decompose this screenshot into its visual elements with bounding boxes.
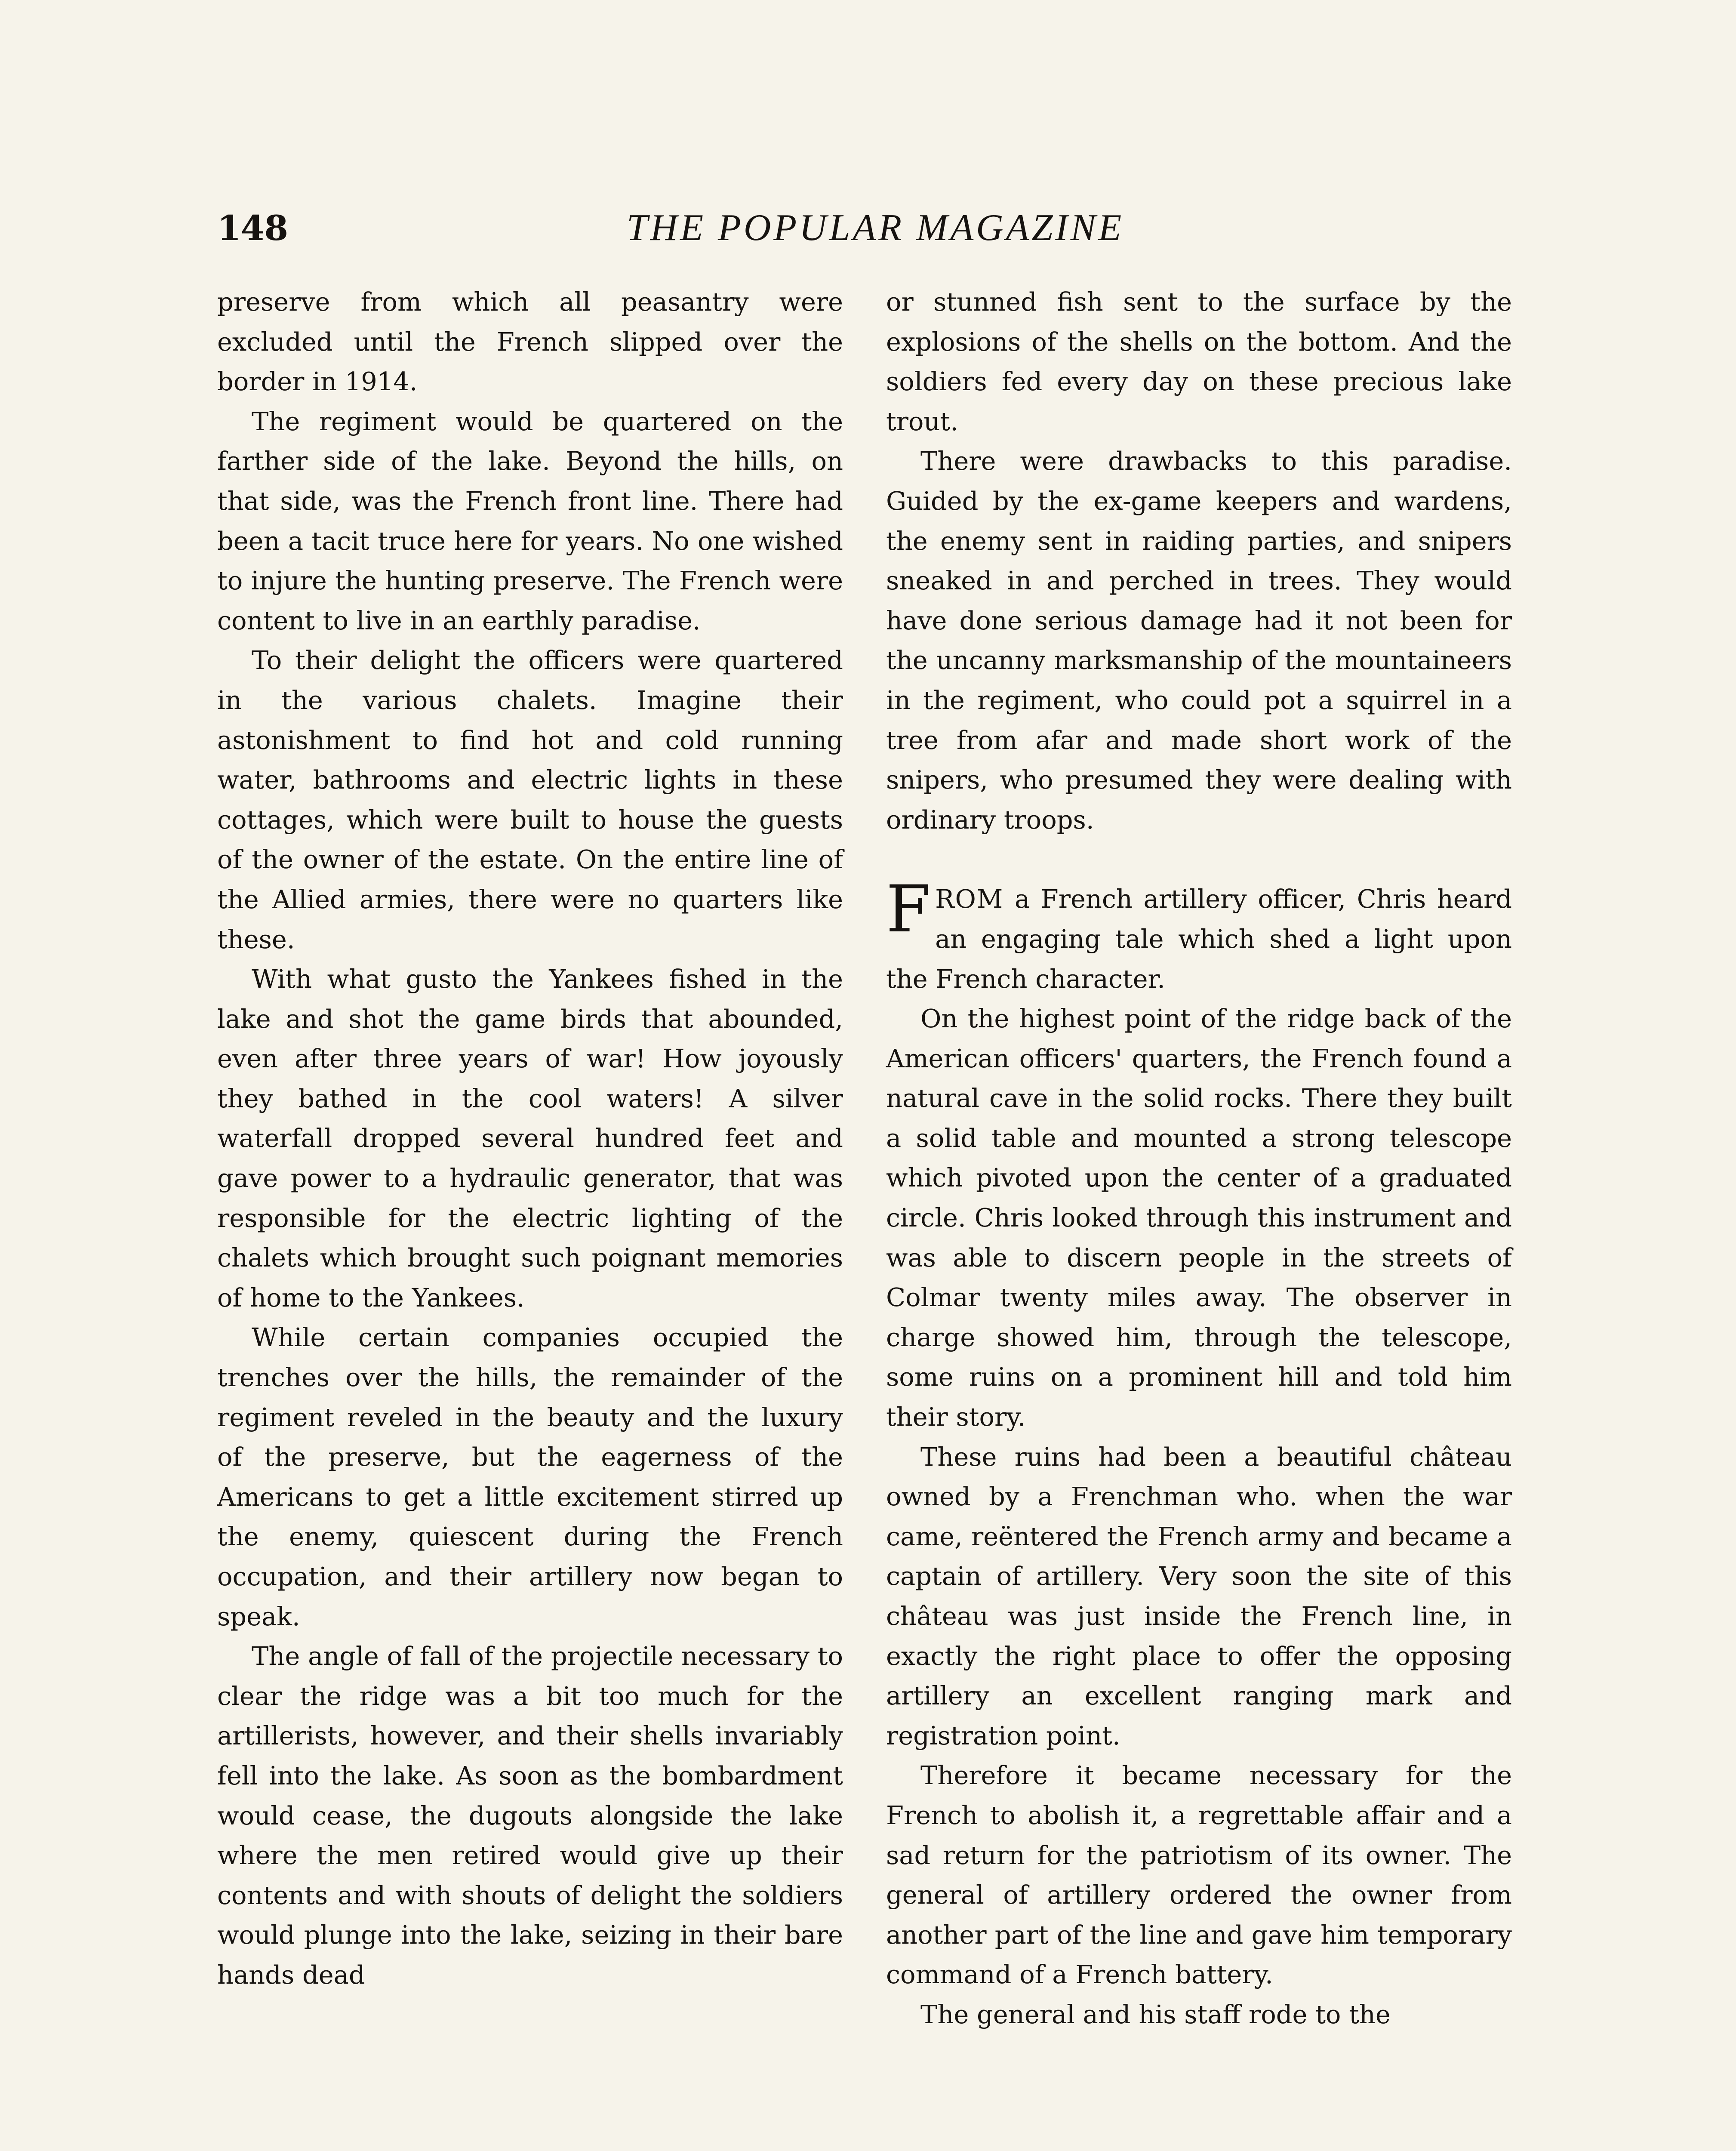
paragraph: The angle of fall of the projectile necessary to clear the ridge was a bit too much for the artillerists, however, and their shells invariably fell into the lake. As soon as the bombardment would cease, the dugouts alongside the lake where the men retired would give up their contents and with shouts of delight the soldiers would plunge into the lake, seizing in their bare hands dead	[217, 1641, 843, 1990]
right-column	[886, 282, 1512, 2035]
paragraph: The regiment would be quartered on the farther side of the lake. Beyond the hills, on that side, was the French front line. There had been a tacit truce here for years. No one wished to injure the hunting preserve. The French were content to live in an earthly paradise.	[217, 406, 843, 635]
paragraph: While certain companies occupied the trenches over the hills, the remainder of the regiment reveled in the beauty and the luxury of the preserve, but the eagerness of the Americans to get a little excitement stirred up the enemy, quiescent during the French occupation, and their artillery now began to speak.	[217, 1322, 843, 1631]
running-head-title: THE POPULAR MAGAZINE	[626, 207, 1124, 249]
paragraph: preserve from which all peasantry were excluded until the French slipped over the border in 1914.	[217, 287, 843, 397]
page-header	[217, 202, 1516, 262]
paragraph: With what gusto the Yankees fished in the lake and shot the game birds that abounded, even after three years of war! How joyously they bathed in the cool waters! A silver waterfall dropped several hundred feet and gave power to a hydraulic generator, that was responsible for the electric lighting of the chalets which brought such poignant memories of home to the Yankees.	[217, 964, 843, 1313]
paragraph: To their delight the officers were quartered in the various chalets. Imagine their astonishment to find hot and cold running water, bathrooms and electric lights in these cottages, which were built to house the guests of the owner of the estate. On the entire line of the Allied armies, there were no quarters like these.	[217, 645, 843, 954]
page-number: 148	[217, 208, 288, 248]
small-caps-lead: ROM	[935, 884, 1004, 914]
left-column	[217, 282, 843, 1995]
paragraph: or stunned fish sent to the surface by the explosions of the shells on the bottom. And the soldiers fed every day on these precious lake trout.	[886, 287, 1512, 436]
paragraph: These ruins had been a beautiful château owned by a Frenchman who. when the war came, reëntered the French army and became a captain of artillery. Very soon the site of this château was just inside the French line, in exactly the right place to offer the opposing artillery an excellent ranging mark and registration point.	[886, 1442, 1512, 1750]
section-opening-paragraph	[886, 872, 1512, 999]
paragraph: There were drawbacks to this paradise. Guided by the ex-game keepers and wardens, the enemy sent in raiding parties, and snipers sneaked in and perched in trees. They would have done serious damage had it not been for the uncanny marksmanship of the mountaineers in the regiment, who could pot a squirrel in a tree from afar and made short work of the snipers, who presumed they were dealing with ordinary troops.	[886, 446, 1512, 835]
paragraph: On the highest point of the ridge back of the American officers' quarters, the French found a natural cave in the solid rocks. There they built a solid table and mounted a strong telescope which pivoted upon the center of a graduated circle. Chris looked through this instrument and was able to discern people in the streets of Colmar twenty miles away. The observer in charge showed him, through the telescope, some ruins on a prominent hill and told him their story.	[886, 1004, 1512, 1432]
paragraph: Therefore it became necessary for the French to abolish it, a regrettable affair and a sad return for the patriotism of its owner. The general of artillery ordered the owner from another part of the line and gave him temporary command of a French battery.	[886, 1760, 1512, 1990]
drop-cap: F	[886, 872, 931, 947]
paragraph-text: a French artillery officer, Chris heard an engaging tale which shed a light upon the French character.	[886, 884, 1512, 994]
paragraph: The general and his staff rode to the	[920, 1999, 1391, 2029]
